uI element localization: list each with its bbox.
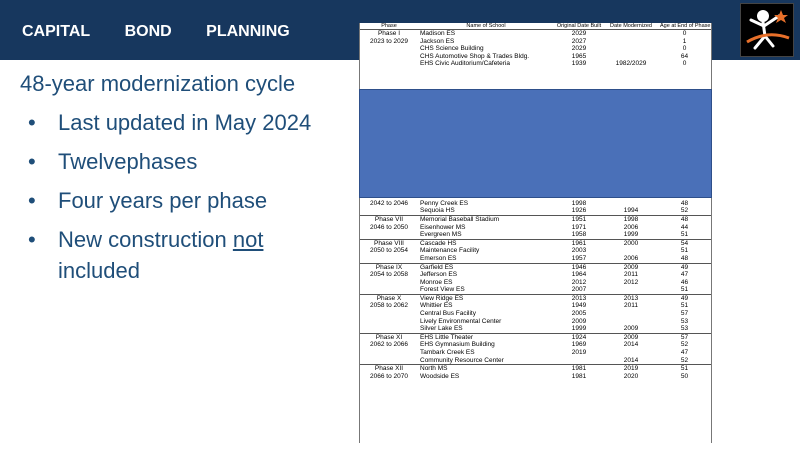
built-cell: 1939 bbox=[571, 60, 587, 68]
age-cell: 48 bbox=[658, 215, 711, 223]
modernized-cell: 1998 bbox=[604, 215, 658, 223]
age-cell: 52 bbox=[680, 356, 689, 364]
slide-title bbox=[22, 23, 320, 41]
age-cell: 48 bbox=[680, 254, 689, 262]
school-cell: View Ridge ES bbox=[418, 294, 554, 302]
age-cell: 49 bbox=[658, 294, 711, 302]
age-cell: 0 bbox=[682, 60, 687, 68]
modernized-cell bbox=[604, 286, 658, 294]
school-cell: Penny Creek ES bbox=[420, 199, 469, 207]
header-built: Original Date Built bbox=[556, 23, 602, 29]
modernized-cell bbox=[604, 318, 658, 326]
built-cell: 2003 bbox=[571, 247, 587, 255]
built-cell: 2013 bbox=[554, 294, 604, 302]
age-cell: 53 bbox=[680, 325, 689, 333]
built-cell: 2005 bbox=[571, 310, 587, 318]
age-cell: 50 bbox=[680, 372, 689, 380]
phase-table-document bbox=[359, 23, 712, 443]
bullet-item bbox=[20, 224, 320, 286]
school-cell: Madison ES bbox=[418, 30, 554, 38]
phase-years: 2050 to 2054 bbox=[370, 247, 408, 255]
built-cell: 1924 bbox=[554, 333, 604, 341]
built-cell: 1926 bbox=[571, 207, 587, 215]
phase-cell bbox=[360, 30, 418, 68]
school-cell: Maintenance Facility bbox=[420, 247, 480, 255]
header-school: Name of School bbox=[466, 23, 506, 29]
school-cell: Community Resource Center bbox=[420, 356, 504, 364]
bullet-text-tail: included bbox=[58, 258, 140, 283]
bullet-text: Four years per phase bbox=[58, 188, 268, 213]
modernized-cell bbox=[604, 53, 658, 61]
phase-cell bbox=[360, 215, 418, 239]
age-cell: 57 bbox=[658, 333, 711, 341]
age-cell: 51 bbox=[680, 286, 689, 294]
bullet-dot: • bbox=[28, 188, 36, 213]
age-cell: 51 bbox=[680, 247, 689, 255]
modernized-cell bbox=[604, 200, 658, 208]
school-cell: Sequoia HS bbox=[420, 207, 455, 215]
phase-years: 2054 to 2058 bbox=[370, 271, 408, 279]
school-cell: Monroe ES bbox=[420, 278, 453, 286]
phase-years: 2023 to 2029 bbox=[370, 37, 408, 45]
school-cell: Jackson ES bbox=[420, 37, 455, 45]
built-cell: 1957 bbox=[571, 254, 587, 262]
modernized-cell: 2014 bbox=[623, 341, 639, 349]
school-cell: Silver Lake ES bbox=[420, 325, 463, 333]
built-cell: 1946 bbox=[554, 263, 604, 271]
age-cell: 46 bbox=[680, 278, 689, 286]
built-cell: 1965 bbox=[571, 52, 587, 60]
phase-name: Phase XI bbox=[375, 333, 403, 341]
age-cell: 0 bbox=[658, 30, 711, 38]
table-row bbox=[360, 215, 711, 223]
bullet-item bbox=[20, 185, 320, 216]
modernized-cell: 2011 bbox=[624, 271, 638, 279]
table-row bbox=[360, 333, 711, 341]
age-cell: 53 bbox=[680, 317, 689, 325]
built-cell bbox=[554, 357, 604, 365]
age-cell: 1 bbox=[682, 37, 687, 45]
school-cell: Forest View ES bbox=[420, 286, 465, 294]
school-cell: CHS Automotive Shop & Trades Bldg. bbox=[420, 52, 530, 60]
phase-years: 2046 to 2050 bbox=[370, 223, 408, 231]
modernized-cell: 2009 bbox=[604, 333, 658, 341]
modernized-cell: 1999 bbox=[623, 231, 639, 239]
bullet-text: New construction bbox=[58, 227, 233, 252]
bullet-list bbox=[20, 107, 320, 286]
modernized-cell: 2000 bbox=[604, 239, 658, 247]
bullet-text: Last updated in May 2024 bbox=[58, 110, 312, 135]
phase-name: Phase I bbox=[377, 30, 401, 37]
modernized-cell: 2020 bbox=[623, 372, 639, 380]
phase-cell bbox=[360, 365, 418, 381]
phase-name: Phase VIII bbox=[374, 239, 404, 247]
phase-years: 2042 to 2046 bbox=[370, 199, 408, 207]
phase-table bbox=[360, 23, 711, 380]
built-cell: 1951 bbox=[554, 215, 604, 223]
modernized-cell: 2009 bbox=[623, 325, 639, 333]
built-cell: 1981 bbox=[554, 365, 604, 373]
age-cell: 51 bbox=[658, 365, 711, 373]
modernized-cell: 2006 bbox=[623, 254, 639, 262]
modernized-cell: 1982/2029 bbox=[615, 60, 647, 68]
title-word: PLANNING bbox=[206, 23, 290, 40]
phase-cell bbox=[360, 294, 418, 333]
modernized-cell bbox=[604, 45, 658, 53]
school-cell: Evergreen MS bbox=[420, 231, 462, 239]
age-cell: 52 bbox=[680, 207, 689, 215]
age-cell: 57 bbox=[680, 310, 689, 318]
modernized-cell: 2019 bbox=[604, 365, 658, 373]
modernized-cell: 2009 bbox=[604, 263, 658, 271]
built-cell: 1981 bbox=[571, 372, 587, 380]
modernized-cell: 2011 bbox=[624, 302, 638, 310]
school-cell: Jefferson ES bbox=[420, 271, 458, 279]
bullet-dot: • bbox=[28, 110, 36, 135]
modernized-cell: 1994 bbox=[623, 207, 639, 215]
school-cell: CHS Science Building bbox=[420, 45, 484, 53]
built-cell: 2009 bbox=[571, 317, 587, 325]
age-cell: 64 bbox=[680, 52, 689, 60]
school-cell: Lively Environmental Center bbox=[420, 317, 502, 325]
table-row bbox=[360, 294, 711, 302]
redaction-box bbox=[359, 89, 712, 198]
modernized-cell bbox=[604, 349, 658, 357]
header-modernized: Date Modernized bbox=[610, 23, 652, 29]
phase-name: Phase XII bbox=[374, 365, 404, 373]
built-cell: 1964 bbox=[571, 271, 587, 279]
bullet-dot: • bbox=[28, 149, 36, 174]
title-word: CAPITAL bbox=[22, 23, 91, 40]
modernized-cell: 2012 bbox=[623, 278, 639, 286]
modernized-cell bbox=[604, 30, 658, 38]
bullet-item bbox=[20, 107, 320, 138]
built-cell: 1949 bbox=[571, 302, 587, 310]
built-cell: 2019 bbox=[571, 349, 587, 357]
header-phase: Phase bbox=[381, 23, 397, 29]
modernized-cell bbox=[604, 247, 658, 255]
table-row bbox=[360, 263, 711, 271]
bullet-emphasis: not bbox=[232, 227, 264, 252]
phase-cell bbox=[360, 333, 418, 364]
modernized-cell: 2006 bbox=[623, 223, 639, 231]
school-cell: Whittier ES bbox=[420, 302, 453, 310]
age-cell: 0 bbox=[682, 45, 687, 53]
age-cell: 44 bbox=[680, 223, 689, 231]
school-cell: Memorial Baseball Stadium bbox=[418, 215, 554, 223]
built-cell: 1999 bbox=[571, 325, 587, 333]
age-cell: 51 bbox=[680, 231, 689, 239]
school-cell: Garfield ES bbox=[418, 263, 554, 271]
title-word: BOND bbox=[124, 23, 172, 40]
logo-icon bbox=[740, 3, 794, 57]
built-cell: 2027 bbox=[571, 37, 587, 45]
built-cell: 1958 bbox=[571, 231, 587, 239]
age-cell: 52 bbox=[680, 341, 689, 349]
bullet-dot: • bbox=[28, 227, 36, 252]
built-cell: 2012 bbox=[571, 278, 587, 286]
modernized-cell: 2013 bbox=[604, 294, 658, 302]
built-cell: 1969 bbox=[571, 341, 587, 349]
phase-cell bbox=[360, 239, 418, 263]
modernized-cell bbox=[604, 310, 658, 318]
school-cell: Emerson ES bbox=[420, 254, 457, 262]
phase-cell bbox=[360, 263, 418, 294]
school-cell: Woodside ES bbox=[420, 372, 460, 380]
phase-name: Phase VII bbox=[374, 215, 404, 223]
built-cell: 1971 bbox=[571, 223, 587, 231]
built-cell: 2029 bbox=[554, 30, 604, 38]
age-cell: 47 bbox=[680, 349, 689, 357]
age-cell: 48 bbox=[680, 199, 689, 207]
built-cell: 1961 bbox=[554, 239, 604, 247]
built-cell: 1998 bbox=[571, 199, 587, 207]
school-cell: EHS Civic Auditorium/Cafeteria bbox=[420, 60, 510, 68]
school-cell: Tambark Creek ES bbox=[420, 349, 475, 357]
school-cell: Eisenhower MS bbox=[420, 223, 466, 231]
section-heading: 48-year modernization cycle bbox=[20, 71, 296, 96]
age-cell: 51 bbox=[680, 302, 689, 310]
header-age: Age at End of Phase bbox=[660, 23, 711, 29]
age-cell: 49 bbox=[658, 263, 711, 271]
school-cell: Cascade HS bbox=[418, 239, 554, 247]
table-row bbox=[360, 30, 711, 38]
modernized-cell bbox=[604, 38, 658, 46]
bullet-item bbox=[20, 146, 320, 177]
table-row bbox=[360, 365, 711, 373]
school-cell: EHS Little Theater bbox=[418, 333, 554, 341]
age-cell: 47 bbox=[680, 271, 689, 279]
phase-name: Phase X bbox=[376, 294, 402, 302]
bullet-panel bbox=[20, 68, 320, 294]
school-cell: EHS Gymnasium Building bbox=[420, 341, 495, 349]
bullet-text: Twelvephases bbox=[58, 149, 198, 174]
school-cell: North MS bbox=[418, 365, 554, 373]
phase-name: Phase IX bbox=[375, 263, 403, 271]
built-cell: 2007 bbox=[571, 286, 587, 294]
phase-years: 2066 to 2070 bbox=[370, 372, 408, 380]
phase-years: 2058 to 2062 bbox=[370, 302, 408, 310]
built-cell: 2029 bbox=[571, 45, 587, 53]
school-cell: Central Bus Facility bbox=[420, 310, 476, 318]
phase-years: 2062 to 2066 bbox=[370, 341, 408, 349]
table-row bbox=[360, 239, 711, 247]
modernized-cell: 2014 bbox=[623, 356, 639, 364]
age-cell: 54 bbox=[658, 239, 711, 247]
